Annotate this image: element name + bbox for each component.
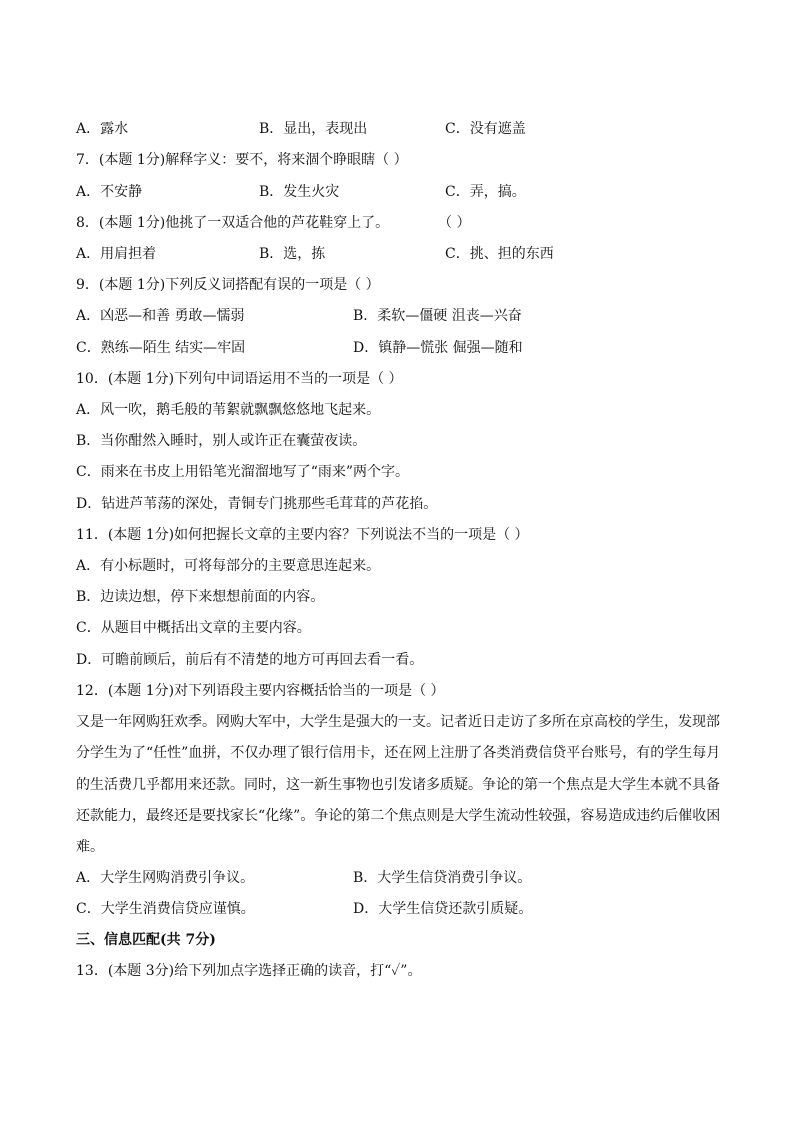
q8-stem: 8．(本题 1分)他挑了一双适合他的芦花鞋穿上了。 bbox=[76, 215, 390, 231]
q12-passage: 又是一年网购狂欢季。网购大军中，大学生是强大的一支。记者近日走访了多所在京高校的学生，发现部分学生为了“任性”血拼，不仅办理了银行信用卡，还在网上注册了各类消费信贷平台账号，有的学生每月的生活费几乎都用来还款。同时，这一新生事物也引发诸多质疑。争论的第一个焦点是大学生本就不具备还款能力，最终还是要找家长“化缘”。争论的第二个焦点则是大学生流动性较强，容易造成违约后催收困难。 bbox=[76, 714, 721, 856]
q11-stem: 11．(本题 1分)如何把握长文章的主要内容？下列说法不当的一项是（ ） bbox=[76, 527, 529, 543]
q11-option-c: C．从题目中概括出文章的主要内容。 bbox=[76, 620, 311, 636]
q6-option-b: B．显出，表现出 bbox=[259, 121, 368, 137]
section-3-title: 三、信息匹配(共 7分) bbox=[76, 932, 216, 948]
q11-option-b: B．边读边想，停下来想想前面的内容。 bbox=[76, 589, 325, 605]
q7-stem: 7．(本题 1分)解释字义：要不，将来涸个睁眼瞎（ ） bbox=[76, 152, 408, 168]
q9-stem: 9．(本题 1分)下列反义词搭配有误的一项是（ ） bbox=[76, 277, 380, 293]
q12-option-a: A．大学生网购消费引争议。 bbox=[76, 870, 255, 886]
q8-answer-bracket: （ ） bbox=[438, 215, 471, 231]
q9-option-d: D．镇静—慌张 倔强—随和 bbox=[353, 340, 523, 356]
q13-stem: 13．(本题 3分)给下列加点字选择正确的读音，打“✓”。 bbox=[76, 963, 422, 979]
q11-option-d: D．可瞻前顾后，前后有不清楚的地方可再回去看一看。 bbox=[76, 652, 424, 668]
q10-option-b: B．当你酣然入睡时，别人或许正在囊萤夜读。 bbox=[76, 433, 367, 449]
q12-option-c: C．大学生消费信贷应谨慎。 bbox=[76, 901, 255, 917]
q9-option-b: B．柔软—僵硬 沮丧—兴奋 bbox=[353, 308, 522, 324]
q10-option-c: C．雨来在书皮上用铅笔光溜溜地写了“雨来”两个字。 bbox=[76, 464, 410, 480]
q9-option-a: A．凶恶—和善 勇敢—懦弱 bbox=[76, 308, 245, 324]
q10-option-a: A．风一吹，鹅毛般的苇絮就飘飘悠悠地飞起来。 bbox=[76, 402, 381, 418]
q10-stem: 10．(本题 1分)下列句中词语运用不当的一项是（ ） bbox=[76, 371, 403, 387]
q7-option-a: A．不安静 bbox=[76, 184, 143, 200]
q8-option-b: B．选，拣 bbox=[259, 246, 326, 262]
q12-stem: 12．(本题 1分)对下列语段主要内容概括恰当的一项是（ ） bbox=[76, 683, 445, 699]
q7-option-b: B．发生火灾 bbox=[259, 184, 340, 200]
q6-option-a: A．露水 bbox=[76, 121, 129, 137]
q9-option-c: C．熟练—陌生 结实—牢固 bbox=[76, 340, 246, 356]
q8-option-c: C．挑、担的东西 bbox=[445, 246, 554, 262]
q10-option-d: D．钻进芦苇荡的深处，青铜专门挑那些毛茸茸的芦花掐。 bbox=[76, 496, 438, 512]
q12-option-d: D．大学生信贷还款引质疑。 bbox=[353, 901, 533, 917]
q7-option-c: C．弄，搞。 bbox=[445, 184, 526, 200]
q12-option-b: B．大学生信贷消费引争议。 bbox=[353, 870, 532, 886]
q6-option-c: C．没有遮盖 bbox=[445, 121, 526, 137]
q8-option-a: A．用肩担着 bbox=[76, 246, 157, 262]
q11-option-a: A．有小标题时，可将每部分的主要意思连起来。 bbox=[76, 558, 381, 574]
